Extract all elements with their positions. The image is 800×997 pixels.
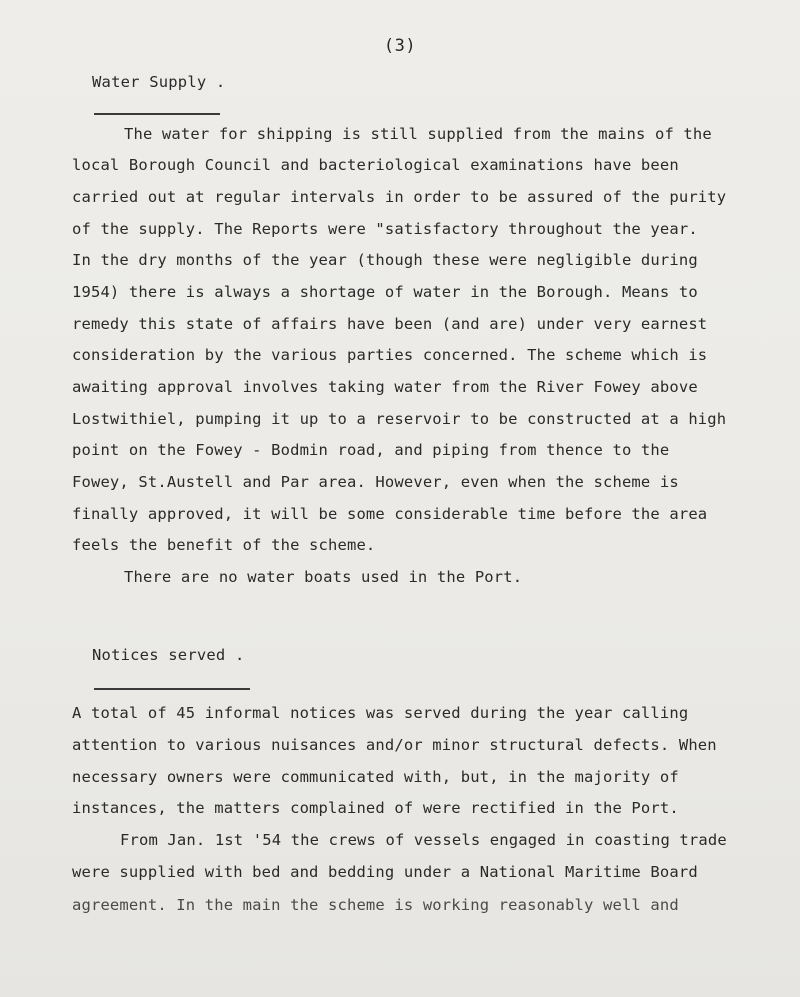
text-line: Lostwithiel, pumping it up to a reservoir to be constructed at a high: [72, 410, 727, 428]
text-line: feels the benefit of the scheme.: [72, 536, 376, 554]
text-line: remedy this state of affairs have been (and are) under very earnest: [72, 315, 708, 333]
text-line: Fowey, St.Austell and Par area. However, even when the scheme is: [72, 473, 679, 491]
text-line: of the supply. The Reports were "satisfactory throughout the year.: [72, 220, 698, 238]
text-line: The water for shipping is still supplied from the mains of the: [124, 125, 712, 143]
heading-underline: [94, 688, 250, 690]
text-line: There are no water boats used in the Port.: [124, 568, 523, 586]
heading-underline: [94, 113, 220, 115]
text-line: In the dry months of the year (though these were negligible during: [72, 251, 698, 269]
text-line: point on the Fowey - Bodmin road, and piping from thence to the: [72, 441, 670, 459]
text-line: carried out at regular intervals in order to be assured of the purity: [72, 188, 727, 206]
text-line: attention to various nuisances and/or minor structural defects. When: [72, 736, 717, 754]
text-line: finally approved, it will be some considerable time before the area: [72, 505, 708, 523]
text-line: A total of 45 informal notices was served during the year calling: [72, 704, 689, 722]
text-line: 1954) there is always a shortage of water in the Borough. Means to: [72, 283, 698, 301]
page-number: (3): [383, 36, 417, 56]
section-heading-water-supply: Water Supply .: [92, 73, 226, 91]
text-line: instances, the matters complained of were rectified in the Port.: [72, 799, 679, 817]
text-line: From Jan. 1st '54 the crews of vessels engaged in coasting trade: [120, 831, 727, 849]
section-heading-notices-served: Notices served .: [92, 646, 245, 664]
text-line: awaiting approval involves taking water from the River Fowey above: [72, 378, 698, 396]
text-line: were supplied with bed and bedding under a National Maritime Board: [72, 863, 698, 881]
text-line: agreement. In the main the scheme is working reasonably well and: [72, 896, 679, 914]
text-line: local Borough Council and bacteriological examinations have been: [72, 156, 679, 174]
text-line: necessary owners were communicated with, but, in the majority of: [72, 768, 679, 786]
text-line: consideration by the various parties concerned. The scheme which is: [72, 346, 708, 364]
